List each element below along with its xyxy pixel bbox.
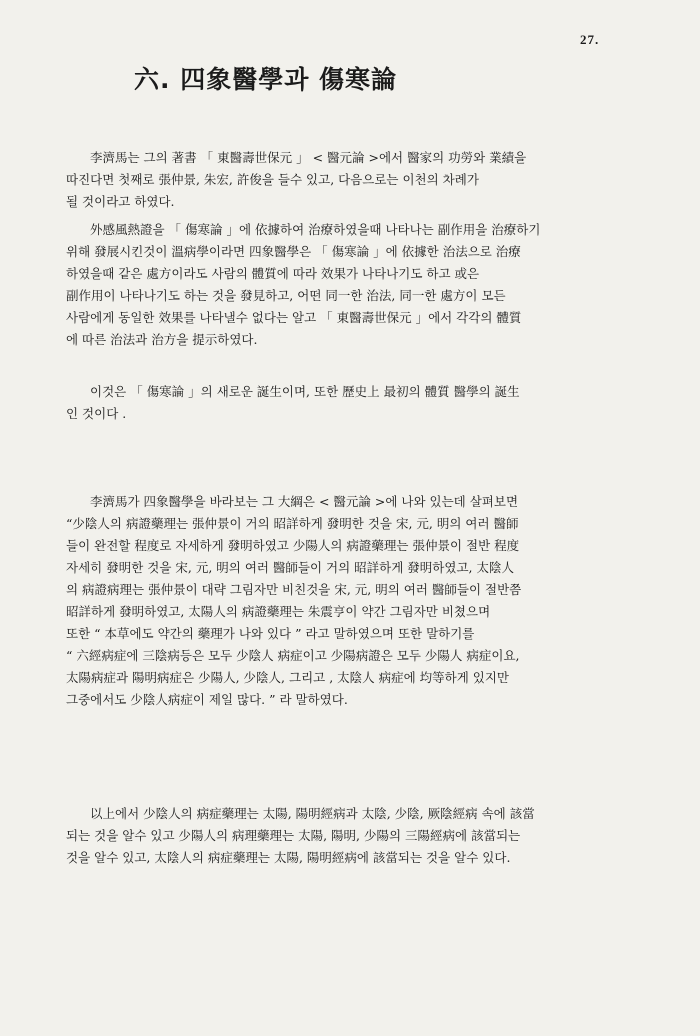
- text-line: “少陰人의 病證藥理는 張仲景이 거의 昭詳하게 發明한 것을 宋, 元, 明의 여러 醫師: [66, 516, 519, 531]
- text-line: 될 것이라고 하였다.: [66, 194, 175, 209]
- text-line: 위해 發展시킨것이 溫病學이라면 四象醫學은 「 傷寒論 」에 依據한 治法으로 治療: [66, 244, 521, 259]
- text-line: 에 따른 治法과 治方을 提示하였다.: [66, 332, 258, 347]
- text-line: 자세히 發明한 것을 宋, 元, 明의 여러 醫師들이 거의 昭詳하게 發明하였고, 太陰人: [66, 560, 514, 575]
- page-number: 27.: [580, 32, 600, 47]
- text-line: 副作用이 나타나기도 하는 것을 發見하고, 어떤 同一한 治法, 同一한 處方이 모든: [66, 288, 506, 303]
- text-line: 것을 알수 있고, 太陰人의 病症藥理는 太陽, 陽明經病에 該當되는 것을 알수 있다.: [66, 850, 511, 865]
- paragraph-3: [66, 381, 646, 425]
- text-line: 의 病證病理는 張仲景이 대략 그림자만 비친것을 宋, 元, 明의 여러 醫師들이 절반쯤: [66, 582, 522, 597]
- text-line: 以上에서 少陰人의 病症藥理는 太陽, 陽明經病과 太陰, 少陰, 厥陰經病 속에 該當: [90, 806, 535, 821]
- paragraph-5: [66, 803, 646, 869]
- text-line: 이것은 「 傷寒論 」의 새로운 誕生이며, 또한 歷史上 最初의 體質 醫學의 誕生: [90, 384, 520, 399]
- text-line: 하였을때 같은 處方이라도 사람의 體質에 따라 效果가 나타나기도 하고 或은: [66, 266, 480, 281]
- paragraph-4: [66, 491, 646, 711]
- text-line: 昭詳하게 發明하였고, 太陽人의 病證藥理는 朱震亨이 약간 그림자만 비쳤으며: [66, 604, 491, 619]
- text-line: 인 것이다 .: [66, 406, 127, 421]
- text-line: “ 六經病症에 三陰病등은 모두 少陰人 病症이고 少陽病證은 모두 少陽人 病症이요,: [66, 648, 520, 663]
- text-line: 사람에게 동일한 效果를 나타낼수 없다는 알고 「 東醫壽世保元 」에서 각각의 體質: [66, 310, 522, 325]
- text-line: 또한 “ 本草에도 약간의 藥理가 나와 있다 ” 라고 말하였으며 또한 말하기를: [66, 626, 475, 641]
- text-line: 들이 완전할 程度로 자세하게 發明하였고 少陽人의 病證藥理는 張仲景이 절반 程度: [66, 538, 520, 553]
- text-line: 따진다면 첫째로 張仲景, 朱宏, 許俊을 들수 있고, 다음으로는 이천의 차례가: [66, 172, 479, 187]
- paragraph-1: [66, 147, 646, 213]
- text-line: 李濟馬가 四象醫學을 바라보는 그 大綱은 < 醫元論 >에 나와 있는데 살펴보면: [90, 494, 519, 509]
- paragraph-2: [66, 219, 646, 351]
- text-line: 그중에서도 少陰人病症이 제일 많다. ” 라 말하였다.: [66, 692, 348, 707]
- text-line: 外感風熱證을 「 傷寒論 」에 依據하여 治療하였을때 나타나는 副作用을 治療하기: [90, 222, 541, 237]
- text-line: 되는 것을 알수 있고 少陽人의 病理藥理는 太陽, 陽明, 少陽의 三陽經病에 該當되는: [66, 828, 521, 843]
- text-line: 太陽病症과 陽明病症은 少陽人, 少陰人, 그리고 , 太陰人 病症에 均等하게 있지만: [66, 670, 510, 685]
- text-line: 李濟馬는 그의 著書 「 東醫壽世保元 」 < 醫元論 >에서 醫家의 功勞와 業績을: [90, 150, 527, 165]
- section-title: 六. 四象醫學과 傷寒論: [134, 65, 398, 94]
